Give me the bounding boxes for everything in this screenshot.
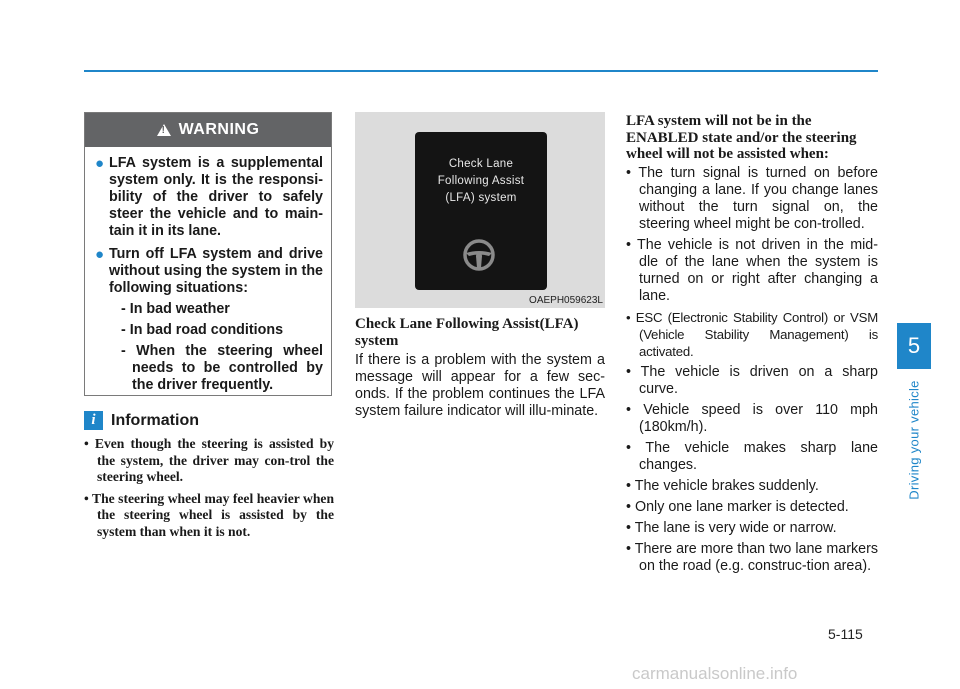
- cluster-message-line: (LFA) system: [445, 192, 517, 204]
- condition-item: • The vehicle brakes suddenly.: [626, 478, 819, 494]
- condition-item: • Only one lane marker is detected.: [626, 499, 849, 515]
- condition-item: • Vehicle speed is over 110 mph (180km/h).: [626, 402, 878, 435]
- information-title: Information: [111, 411, 199, 429]
- cluster-message-line: Following Assist: [437, 175, 525, 187]
- cluster-screen: [415, 132, 547, 290]
- condition-item: • The vehicle makes sharp lane changes.: [626, 440, 878, 473]
- information-item: • The steering wheel may feel heavier when the steering wheel is assisted by the system than when it is not.: [84, 490, 334, 539]
- header-rule: [84, 70, 878, 72]
- warning-sub-item: - In bad road conditions: [121, 322, 284, 338]
- cluster-message: [415, 156, 547, 207]
- info-icon: i: [84, 411, 103, 430]
- warning-item-text: LFA system is a supplemental system only. It is the responsi-bility of the driver to safely steer the vehicle and to main-tain it in its lane.: [109, 155, 323, 239]
- page-number: 5-115: [828, 626, 863, 642]
- watermark: carmanualsonline.info: [632, 664, 798, 683]
- condition-item: • The turn signal is turned on before changing a lane. If you change lanes without the turn signal on, the steering wheel might be con-trolled.: [626, 165, 878, 232]
- right-section-title: LFA system will not be in the ENABLED state and/or the steering wheel will not be assisted when:: [626, 113, 857, 162]
- warning-body: [85, 147, 331, 394]
- condition-item: • ESC (Electronic Stability Control) or VSM (Vehicle Stability Management) is activated.: [626, 310, 878, 359]
- cluster-message-line: Check Lane: [448, 158, 514, 170]
- information-list: [84, 436, 334, 545]
- warning-item-text: Turn off LFA system and drive without using the system in the following situations:: [109, 246, 323, 296]
- condition-item: • The lane is very wide or narrow.: [626, 520, 837, 536]
- warning-sub-item: - In bad weather: [121, 301, 230, 317]
- warning-sub-item: - When the steering wheel needs to be controlled by the driver frequently.: [121, 343, 323, 393]
- information-item: • Even though the steering is assisted by the system, the driver may con-trol the steering wheel.: [84, 436, 334, 484]
- information-heading: [84, 411, 199, 430]
- warning-sub-list: [109, 301, 323, 394]
- warning-header: [85, 113, 331, 147]
- condition-list: [626, 165, 878, 579]
- warning-title: WARNING: [178, 121, 260, 138]
- bullet-dot-icon: ●: [95, 155, 105, 172]
- condition-item: • There are more than two lane markers on the road (e.g. construc-tion area).: [626, 541, 878, 574]
- section-title: Check Lane Following Assist(LFA) system: [355, 316, 579, 349]
- figure-code: OAEPH059623L: [529, 295, 603, 306]
- section-body: If there is a problem with the system a message will appear for a few sec-onds. If the problem continues the LFA system failure indicator will illu-minate.: [355, 352, 605, 419]
- bullet-dot-icon: ●: [95, 246, 105, 263]
- warning-box: [84, 112, 332, 396]
- chapter-label: [904, 380, 924, 500]
- steering-wheel-icon: [462, 238, 496, 272]
- cluster-figure: [355, 112, 605, 308]
- condition-item: • The vehicle is driven on a sharp curve.: [626, 364, 878, 397]
- chapter-label-text: Driving your vehicle: [906, 380, 922, 500]
- warning-triangle-icon: [157, 124, 171, 136]
- condition-item: • The vehicle is not driven in the mid-dle of the lane when the system is turned on or right after changing a lane.: [626, 237, 878, 304]
- warning-item: [95, 155, 323, 240]
- warning-item: [95, 246, 323, 394]
- chapter-tab: 5: [897, 323, 931, 369]
